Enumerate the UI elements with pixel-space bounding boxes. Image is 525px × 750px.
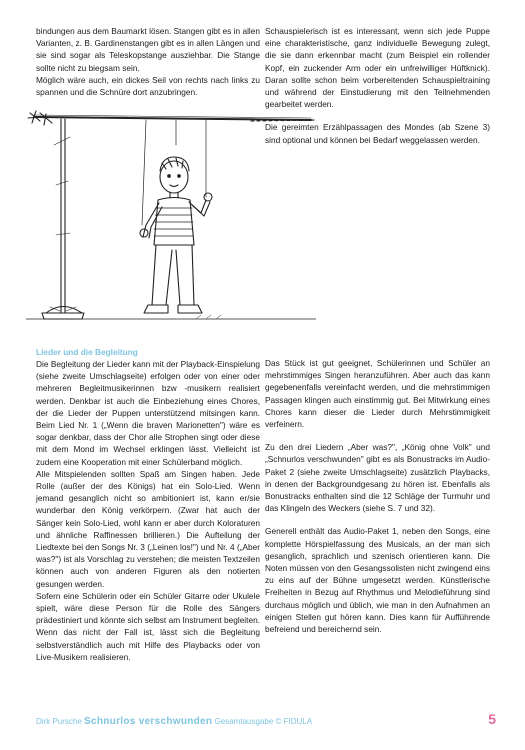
page-footer [36, 712, 496, 732]
page-number: 5 [488, 711, 496, 727]
footer-series-title: Schnurlos verschwunden [84, 716, 213, 727]
paragraph: Sofern eine Schülerin oder ein Schüler Gitarre oder Ukulele spielt, wäre diese Person für die Rolle des Sängers prädestiniert und könnte sich selbst am Instrument begleiten. Wenn das nicht der Fall ist, lässt sich die Begleitung selbstverständlich auch mit Hilfe des Playbacks oder von Live-Musikern realisieren. [36, 590, 260, 662]
paragraph: Schauspielerisch ist es interessant, wenn sich jede Puppe eine charakteristische, ganz individuelle Bewegung zulegt, die sie dann erkennbar macht (zum Beispiel ein rollender Kopf, ein zuckender Arm oder ein unfreiwilliger Hüftknick). Daran sollte schon beim vorbereitenden Schauspieltraining und während der Einstudierung mit den Teilnehmenden gearbeitet werden. [265, 26, 490, 110]
paragraph: Möglich wäre auch, ein dickes Seil von rechts nach links zu spannen und die Schnüre dort anzubringen. [36, 74, 260, 98]
footer-author: Dirk Pursche [36, 717, 82, 726]
footer-text [36, 716, 312, 727]
footer-publisher: © FIDULA [275, 717, 313, 726]
paragraph: Die Begleitung der Lieder kann mit der Playback-Einspielung (siehe zweite Umschlagseite) erfolgen oder von einer oder mehreren Begleitmusikerinnen bzw -musikern realisiert werden. Denkbar ist auch die Einbeziehung eines Chores, der die Lieder der Puppen unterstützend mitsingen kann. Beim Lied Nr. 1 („Wenn die braven Marionetten") wäre es sogar denkbar, dass der Chor alle Strophen singt oder diese mit dem Mond im Wechsel erklingen lässt. Vielleicht ist zudem eine Kooperation mit einer Schülerband möglich. [36, 359, 260, 467]
text-column-right-bottom [265, 357, 490, 635]
paragraph: Das Stück ist gut geeignet, Schülerinnen und Schüler an mehrstimmiges Singen heranzuführen. Aber auch das kann gegebenenfalls vereinfacht werden, und die mehrstimmigen Passagen klingen auch einstimmig gut. Bei Mitwirkung eines Chores kann dieser die Lieder durch Mehrstimmigkeit verfeinern. [265, 358, 490, 430]
marionette-illustration [26, 105, 316, 345]
paragraph: Generell enthält das Audio-Paket 1, neben den Songs, eine komplette Hörspielfassung des Musicals, an der man sich gesanglich, sprachlich und szenisch orientieren kann. Die Noten müssen von den Gesangssolisten nicht zwingend eins zu eins auf der Bühne umgesetzt werden. Künstlerische Freiheiten in Bezug auf Rhythmus und Melodieführung sind durchaus möglich und üblich, wie man in den Aufnahmen an einigen Stellen gut hören kann. Dies kann für Aufführende befreiend und bereichernd sein. [265, 526, 490, 635]
paragraph: Zu den drei Liedern „Aber was?", „König ohne Volk" und „Schnurlos verschwunden" gibt es als Bonustracks im Audio-Paket 2 (siehe zweite Umschlagseite) zusätzlich Playbacks, in denen der Backgroundgesang zu hören ist. Ebenfalls als Bonustracks enthalten sind die 12 Schläge der Turmuhr und das Klingeln des Weckers (siehe S. 7 und 32). [265, 442, 490, 514]
text-column-left-top [36, 25, 260, 98]
paragraph: bindungen aus dem Baumarkt lösen. Stangen gibt es in allen Varianten, z. B. Gardinenstangen gibt es in allen Längen und sie sind sogar als Teleskopstange ausziehbar. Die Stange sollte nicht zu biegsam sein. [36, 26, 260, 73]
footer-edition: Gesamtausgabe [214, 717, 274, 726]
paragraph: Alle Mitspielenden sollten Spaß am Singen haben. Jede Rolle (außer der des Königs) hat ein Solo-Lied. Wenn jemand gesanglich nicht so ambitioniert ist, kann er/sie wunderbar den König verkörpern. (Zwar hat auch der Sänger kein Solo-Lied, wohl kann er aber durch Koloraturen und ähnliche Raffinessen brillieren.) Die Aufteilung der Liedtexte bei den Songs Nr. 3 („Leinen los!") und Nr. 4 („Aber was?") ist als Vorschlag zu verstehen; die meisten Textzeilen können auch von anderen Figuren als den notierten gesungen werden. [36, 468, 260, 589]
section-heading: Lieder und die Begleitung [36, 347, 138, 357]
text-column-left-bottom [36, 346, 260, 663]
paragraph: Die gereimten Erzählpassagen des Mondes (ab Szene 3) sind optional und können bei Bedarf weggelassen werden. [265, 122, 490, 145]
